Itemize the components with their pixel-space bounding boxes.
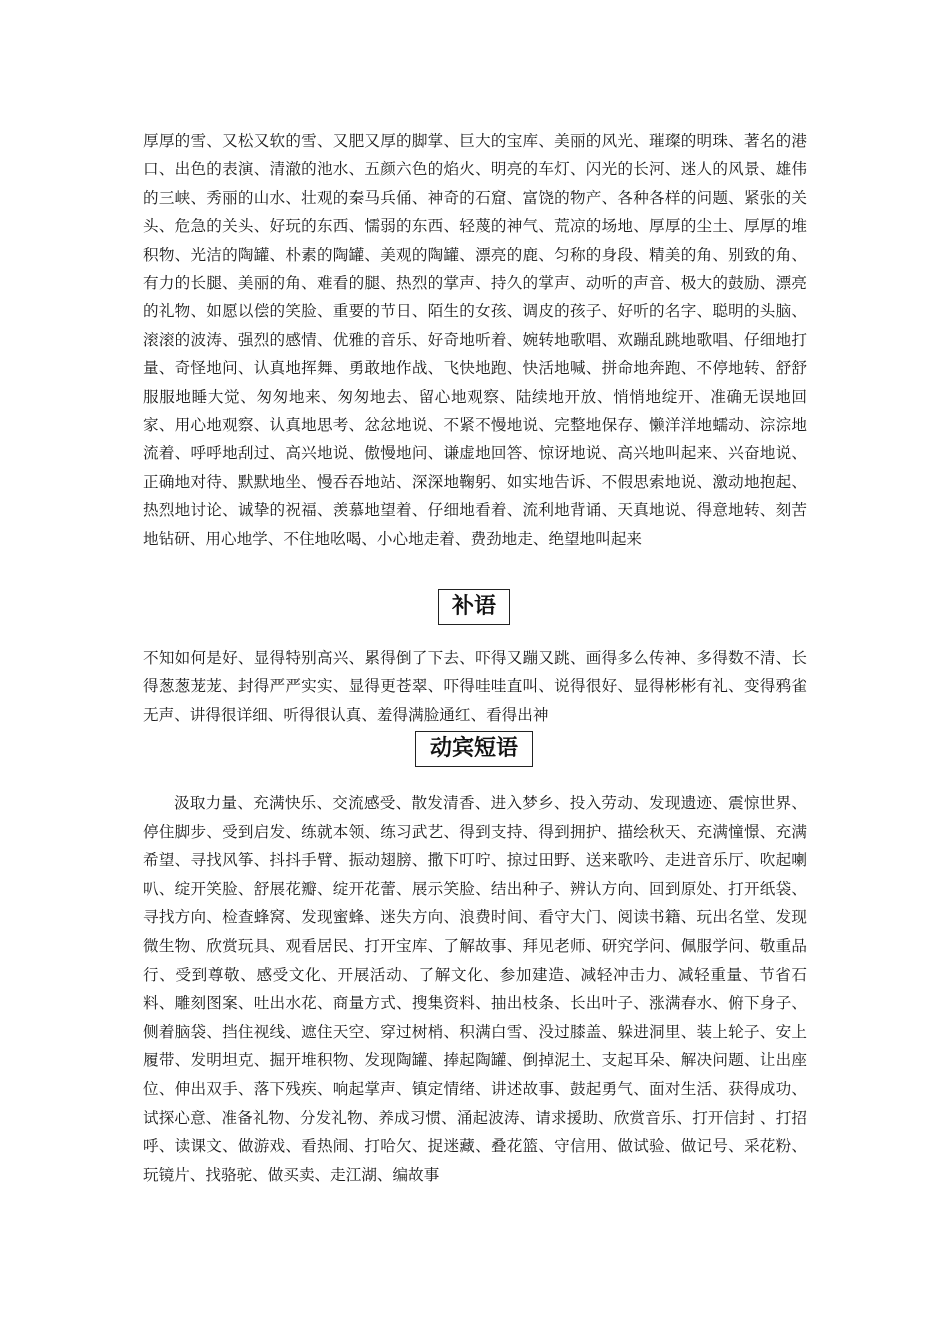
adjective-phrase-paragraph: 厚厚的雪、又松又软的雪、又肥又厚的脚掌、巨大的宝库、美丽的风光、璀璨的明珠、著名的港口、出色的表演、清澈的池水、五颜六色的焰火、明亮的车灯、闪光的长河、迷人的风景、雄伟的三峡、秀丽的山水、壮观的秦马兵俑、神奇的石窟、富饶的物产、各种各样的问题、紧张的关头、危急的关头、好玩的东西、懦弱的东西、轻蔑的神气、荒凉的场地、厚厚的尘土、厚厚的堆积物、光洁的陶罐、朴素的陶罐、美观的陶罐、漂亮的鹿、匀称的身段、精美的角、别致的角、有力的长腿、美丽的角、难看的腿、热烈的掌声、持久的掌声、动听的声音、极大的鼓励、漂亮的礼物、如愿以偿的笑脸、重要的节日、陌生的女孩、调皮的孩子、好听的名字、聪明的头脑、滚滚的波涛、强烈的感情、优雅的音乐、好奇地听着、婉转地歌唱、欢蹦乱跳地歌唱、仔细地打量、奇怪地问、认真地挥舞、勇敢地作战、飞快地跑、快活地喊、拼命地奔跑、不停地转、舒舒服服地睡大觉、匆匆地来、匆匆地去、留心地观察、陆续地开放、悄悄地绽开、准确无误地回家、用心地观察、认真地思考、忿忿地说、不紧不慢地说、完整地保存、懒洋洋地蠕动、淙淙地流着、呼呼地刮过、高兴地说、傲慢地问、谦虚地回答、惊讶地说、高兴地叫起来、兴奋地说、正确地对待、默默地坐、慢吞吞地站、深深地鞠躬、如实地告诉、不假思索地说、激动地抱起、热烈地讨论、诚挚的祝福、羡慕地望着、仔细地看着、流利地背诵、天真地说、得意地转、刻苦地钻研、用心地学、不住地吆喝、小心地走着、费劲地走、绝望地叫起来 <box>143 132 807 548</box>
section-heading-verb-object: 动宾短语 <box>415 731 533 767</box>
verb-object-phrase-paragraph: 汲取力量、充满快乐、交流感受、散发清香、进入梦乡、投入劳动、发现遗迹、震惊世界、停住脚步、受到启发、练就本领、练习武艺、得到支持、得到拥护、描绘秋天、充满憧憬、充满希望、寻找风筝、抖抖手臂、振动翅膀、撒下叮咛、掠过田野、送来歌吟、走进音乐厅、吹起喇叭、绽开笑脸、舒展花瓣、绽开花蕾、展示笑脸、结出种子、辨认方向、回到原处、打开纸袋、寻找方向、检查蜂窝、发现蜜蜂、迷失方向、浪费时间、看守大门、阅读书籍、玩出名堂、发现微生物、欣赏玩具、观看居民、打开宝库、了解故事、拜见老师、研究学问、佩服学问、敬重品行、受到尊敬、感受文化、开展活动、了解文化、参加建造、减轻冲击力、减轻重量、节省石料、雕刻图案、吐出水花、商量方式、搜集资料、抽出枝条、长出叶子、涨满春水、俯下身子、侧着脑袋、挡住视线、遮住天空、穿过树梢、积满白雪、没过膝盖、躲进洞里、装上轮子、安上履带、发明坦克、掘开堆积物、发现陶罐、捧起陶罐、倒掉泥土、支起耳朵、解决问题、让出座位、伸出双手、落下残疾、响起掌声、镇定情绪、讲述故事、鼓起勇气、面对生活、获得成功、试探心意、准备礼物、分发礼物、养成习惯、涌起波涛、请求援助、欣赏音乐、打开信封 、打招呼、读课文、做游戏、看热闹、打哈欠、捉迷藏、叠花篮、守信用、做试验、做记号、采花粉、玩镜片、找骆驼、做买卖、走江湖、编故事 <box>143 794 807 1184</box>
section-heading-complement: 补语 <box>438 589 510 625</box>
complement-phrase-paragraph: 不知如何是好、显得特别高兴、累得倒了下去、吓得又蹦又跳、画得多么传神、多得数不清、长得葱葱茏茏、封得严严实实、显得更苍翠、吓得哇哇直叫、说得很好、显得彬彬有礼、变得鸦雀无声、讲得很详细、听得很认真、羞得满脸通红、看得出神 <box>143 649 807 724</box>
